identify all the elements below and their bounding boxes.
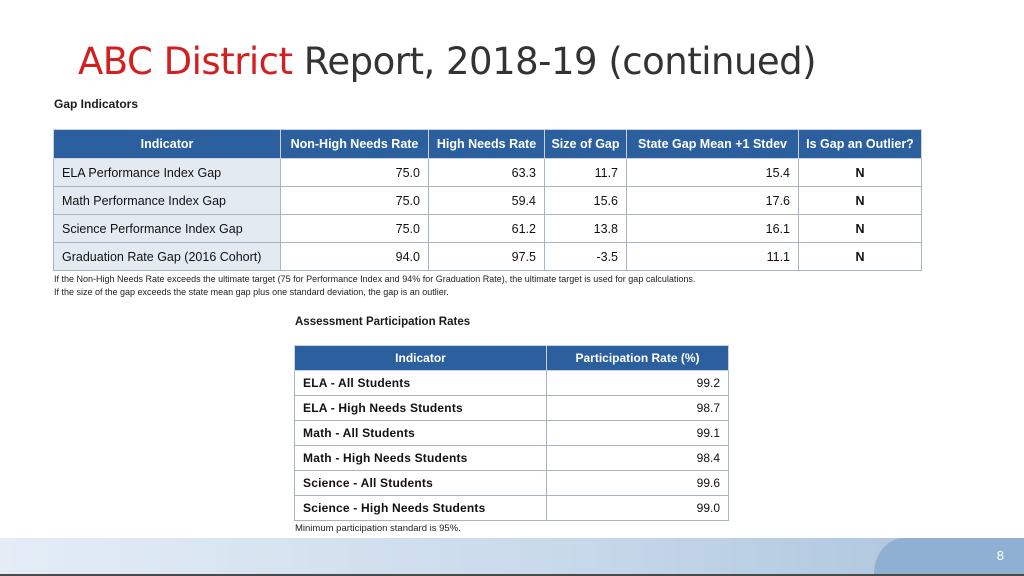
table-header-row <box>54 130 922 159</box>
table-row <box>295 446 729 471</box>
table-row <box>54 243 922 271</box>
title-district-name: ABC District <box>78 40 293 83</box>
high-needs-rate-cell: 97.5 <box>429 243 545 271</box>
state-gap-mean-cell: 16.1 <box>627 215 799 243</box>
size-of-gap-cell: 13.8 <box>545 215 627 243</box>
participation-rate-cell: 98.7 <box>547 396 729 421</box>
size-of-gap-cell: -3.5 <box>545 243 627 271</box>
indicator-cell: Science - All Students <box>295 471 547 496</box>
participation-rate-cell: 99.6 <box>547 471 729 496</box>
indicator-cell: ELA Performance Index Gap <box>54 159 281 187</box>
outlier-flag-cell: N <box>799 159 922 187</box>
footer-bar <box>0 538 1024 574</box>
column-header: Non-High Needs Rate <box>281 130 429 159</box>
state-gap-mean-cell: 15.4 <box>627 159 799 187</box>
column-header: State Gap Mean +1 Stdev <box>627 130 799 159</box>
gap-footnote: If the Non-High Needs Rate exceeds the ultimate target (75 for Performance Index and 94% for Graduation Rate), the ultimate target is used for gap calculations. <box>54 274 696 284</box>
table-row <box>54 215 922 243</box>
high-needs-rate-cell: 59.4 <box>429 187 545 215</box>
participation-rate-cell: 99.2 <box>547 371 729 396</box>
column-header: Indicator <box>295 346 547 371</box>
high-needs-rate-cell: 61.2 <box>429 215 545 243</box>
high-needs-rate-cell: 63.3 <box>429 159 545 187</box>
indicator-cell: ELA - All Students <box>295 371 547 396</box>
indicator-cell: Math - High Needs Students <box>295 446 547 471</box>
size-of-gap-cell: 15.6 <box>545 187 627 215</box>
slide-title <box>78 40 816 83</box>
gap-indicators-heading: Gap Indicators <box>54 97 139 111</box>
indicator-cell: Math - All Students <box>295 421 547 446</box>
table-row <box>295 471 729 496</box>
size-of-gap-cell: 11.7 <box>545 159 627 187</box>
non-high-needs-rate-cell: 75.0 <box>281 159 429 187</box>
outlier-flag-cell: N <box>799 243 922 271</box>
column-header: High Needs Rate <box>429 130 545 159</box>
table-row <box>295 371 729 396</box>
title-report-name: Report, 2018-19 (continued) <box>292 40 817 83</box>
gap-footnote: If the size of the gap exceeds the state mean gap plus one standard deviation, the gap is an outlier. <box>54 287 449 297</box>
outlier-flag-cell: N <box>799 187 922 215</box>
outlier-flag-cell: N <box>799 215 922 243</box>
participation-rates-table <box>294 345 729 521</box>
table-row <box>54 159 922 187</box>
state-gap-mean-cell: 17.6 <box>627 187 799 215</box>
non-high-needs-rate-cell: 94.0 <box>281 243 429 271</box>
table-row <box>54 187 922 215</box>
column-header: Participation Rate (%) <box>547 346 729 371</box>
participation-rates-heading: Assessment Participation Rates <box>295 316 471 328</box>
indicator-cell: Math Performance Index Gap <box>54 187 281 215</box>
column-header: Is Gap an Outlier? <box>799 130 922 159</box>
state-gap-mean-cell: 11.1 <box>627 243 799 271</box>
participation-rate-cell: 99.0 <box>547 496 729 521</box>
table-row <box>295 421 729 446</box>
table-row <box>295 496 729 521</box>
indicator-cell: Graduation Rate Gap (2016 Cohort) <box>54 243 281 271</box>
gap-indicators-table <box>53 129 922 271</box>
table-row <box>295 396 729 421</box>
indicator-cell: ELA - High Needs Students <box>295 396 547 421</box>
indicator-cell: Science Performance Index Gap <box>54 215 281 243</box>
participation-rate-cell: 98.4 <box>547 446 729 471</box>
column-header: Indicator <box>54 130 281 159</box>
table-header-row <box>295 346 729 371</box>
non-high-needs-rate-cell: 75.0 <box>281 187 429 215</box>
indicator-cell: Science - High Needs Students <box>295 496 547 521</box>
participation-rate-cell: 99.1 <box>547 421 729 446</box>
non-high-needs-rate-cell: 75.0 <box>281 215 429 243</box>
participation-footnote: Minimum participation standard is 95%. <box>295 523 461 534</box>
column-header: Size of Gap <box>545 130 627 159</box>
page-number: 8 <box>996 548 1004 563</box>
